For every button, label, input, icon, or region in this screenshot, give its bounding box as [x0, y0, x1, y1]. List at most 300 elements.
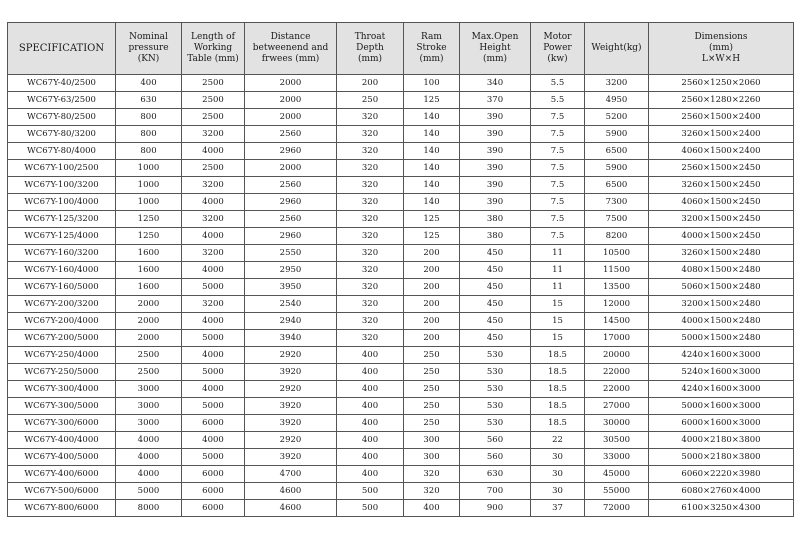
cell-working-table-length: 3200 [182, 296, 245, 313]
cell-working-table-length: 5000 [182, 398, 245, 415]
cell-dimensions: 3200×1500×2450 [649, 211, 794, 228]
cell-nominal-pressure: 1250 [116, 211, 182, 228]
cell-dimensions: 2560×1250×2060 [649, 75, 794, 92]
cell-nominal-pressure: 800 [116, 126, 182, 143]
table-row [8, 126, 794, 143]
cell-weight: 22000 [585, 381, 649, 398]
cell-throat-depth: 320 [337, 109, 404, 126]
header-line: Height [479, 43, 511, 53]
cell-weight: 12000 [585, 296, 649, 313]
table-row [8, 500, 794, 517]
cell-ram-stroke: 200 [404, 330, 460, 347]
cell-working-table-length: 4000 [182, 194, 245, 211]
cell-motor-power: 11 [531, 279, 585, 296]
table-row [8, 415, 794, 432]
cell-distance: 2960 [245, 228, 337, 245]
cell-distance: 2540 [245, 296, 337, 313]
cell-max-open-height: 450 [460, 245, 531, 262]
cell-motor-power: 18.5 [531, 347, 585, 364]
cell-max-open-height: 450 [460, 262, 531, 279]
cell-specification: WC67Y-100/2500 [8, 160, 116, 177]
cell-ram-stroke: 200 [404, 262, 460, 279]
cell-weight: 11500 [585, 262, 649, 279]
cell-ram-stroke: 125 [404, 228, 460, 245]
header-line: (kw) [547, 54, 568, 64]
header-line: Dimensions [694, 32, 748, 42]
cell-weight: 30500 [585, 432, 649, 449]
cell-dimensions: 3260×1500×2480 [649, 245, 794, 262]
table-row [8, 347, 794, 364]
cell-throat-depth: 400 [337, 398, 404, 415]
cell-nominal-pressure: 2000 [116, 330, 182, 347]
cell-ram-stroke: 320 [404, 483, 460, 500]
cell-dimensions: 2560×1280×2260 [649, 92, 794, 109]
cell-distance: 3920 [245, 449, 337, 466]
cell-throat-depth: 320 [337, 228, 404, 245]
cell-distance: 3920 [245, 415, 337, 432]
cell-specification: WC67Y-80/2500 [8, 109, 116, 126]
cell-max-open-height: 380 [460, 228, 531, 245]
table-row [8, 483, 794, 500]
cell-distance: 2950 [245, 262, 337, 279]
cell-specification: WC67Y-80/4000 [8, 143, 116, 160]
cell-weight: 55000 [585, 483, 649, 500]
header-line: Distance [270, 32, 311, 42]
cell-motor-power: 30 [531, 449, 585, 466]
cell-motor-power: 18.5 [531, 364, 585, 381]
cell-ram-stroke: 140 [404, 177, 460, 194]
cell-distance: 2560 [245, 126, 337, 143]
cell-nominal-pressure: 2500 [116, 364, 182, 381]
cell-dimensions: 5240×1600×3000 [649, 364, 794, 381]
cell-distance: 2920 [245, 381, 337, 398]
cell-nominal-pressure: 1250 [116, 228, 182, 245]
cell-working-table-length: 5000 [182, 364, 245, 381]
cell-distance: 2550 [245, 245, 337, 262]
cell-max-open-height: 900 [460, 500, 531, 517]
cell-weight: 8200 [585, 228, 649, 245]
cell-dimensions: 4240×1600×3000 [649, 381, 794, 398]
cell-nominal-pressure: 400 [116, 75, 182, 92]
cell-nominal-pressure: 800 [116, 143, 182, 160]
header-line: (mm) [419, 54, 444, 64]
cell-throat-depth: 320 [337, 143, 404, 160]
cell-ram-stroke: 140 [404, 194, 460, 211]
cell-nominal-pressure: 3000 [116, 381, 182, 398]
table-row [8, 177, 794, 194]
cell-max-open-height: 340 [460, 75, 531, 92]
cell-working-table-length: 3200 [182, 126, 245, 143]
cell-motor-power: 11 [531, 262, 585, 279]
cell-distance: 2000 [245, 160, 337, 177]
cell-specification: WC67Y-250/5000 [8, 364, 116, 381]
cell-dimensions: 6000×1600×3000 [649, 415, 794, 432]
table-row [8, 313, 794, 330]
cell-throat-depth: 320 [337, 211, 404, 228]
cell-max-open-height: 530 [460, 381, 531, 398]
cell-specification: WC67Y-125/4000 [8, 228, 116, 245]
cell-motor-power: 15 [531, 296, 585, 313]
cell-working-table-length: 4000 [182, 262, 245, 279]
table-row [8, 449, 794, 466]
header-max-open-height [460, 23, 531, 75]
cell-working-table-length: 5000 [182, 279, 245, 296]
cell-specification: WC67Y-800/6000 [8, 500, 116, 517]
cell-ram-stroke: 320 [404, 466, 460, 483]
table-row [8, 75, 794, 92]
cell-motor-power: 30 [531, 483, 585, 500]
cell-max-open-height: 390 [460, 126, 531, 143]
cell-motor-power: 7.5 [531, 109, 585, 126]
cell-throat-depth: 320 [337, 245, 404, 262]
cell-working-table-length: 5000 [182, 449, 245, 466]
cell-weight: 6500 [585, 177, 649, 194]
cell-working-table-length: 6000 [182, 415, 245, 432]
cell-specification: WC67Y-40/2500 [8, 75, 116, 92]
cell-dimensions: 5000×2180×3800 [649, 449, 794, 466]
cell-dimensions: 5000×1600×3000 [649, 398, 794, 415]
cell-dimensions: 4060×1500×2400 [649, 143, 794, 160]
cell-dimensions: 6100×3250×4300 [649, 500, 794, 517]
header-line: Length of [191, 32, 235, 42]
cell-working-table-length: 5000 [182, 330, 245, 347]
cell-working-table-length: 6000 [182, 483, 245, 500]
cell-working-table-length: 6000 [182, 500, 245, 517]
table-row [8, 245, 794, 262]
cell-dimensions: 5060×1500×2480 [649, 279, 794, 296]
cell-motor-power: 7.5 [531, 228, 585, 245]
cell-nominal-pressure: 1000 [116, 194, 182, 211]
table-row [8, 160, 794, 177]
cell-motor-power: 15 [531, 313, 585, 330]
cell-throat-depth: 400 [337, 449, 404, 466]
cell-throat-depth: 500 [337, 483, 404, 500]
cell-throat-depth: 320 [337, 279, 404, 296]
cell-distance: 2000 [245, 109, 337, 126]
cell-weight: 4950 [585, 92, 649, 109]
table-row [8, 466, 794, 483]
cell-weight: 5900 [585, 126, 649, 143]
table-row [8, 279, 794, 296]
header-line: (mm) [357, 54, 383, 64]
cell-specification: WC67Y-160/3200 [8, 245, 116, 262]
cell-distance: 2960 [245, 194, 337, 211]
cell-ram-stroke: 250 [404, 364, 460, 381]
cell-ram-stroke: 250 [404, 381, 460, 398]
cell-specification: WC67Y-100/4000 [8, 194, 116, 211]
cell-max-open-height: 700 [460, 483, 531, 500]
cell-distance: 3920 [245, 364, 337, 381]
cell-nominal-pressure: 1600 [116, 279, 182, 296]
cell-ram-stroke: 400 [404, 500, 460, 517]
cell-ram-stroke: 140 [404, 143, 460, 160]
cell-max-open-height: 530 [460, 364, 531, 381]
cell-ram-stroke: 250 [404, 398, 460, 415]
cell-motor-power: 18.5 [531, 381, 585, 398]
cell-weight: 14500 [585, 313, 649, 330]
cell-ram-stroke: 140 [404, 160, 460, 177]
cell-throat-depth: 320 [337, 126, 404, 143]
cell-motor-power: 15 [531, 330, 585, 347]
cell-weight: 10500 [585, 245, 649, 262]
header-line: Power [543, 43, 572, 53]
cell-motor-power: 7.5 [531, 211, 585, 228]
header-line: Depth [356, 43, 384, 53]
cell-throat-depth: 320 [337, 160, 404, 177]
cell-dimensions: 6060×2220×3980 [649, 466, 794, 483]
cell-dimensions: 4240×1600×3000 [649, 347, 794, 364]
cell-weight: 22000 [585, 364, 649, 381]
cell-working-table-length: 2500 [182, 109, 245, 126]
cell-ram-stroke: 300 [404, 432, 460, 449]
cell-nominal-pressure: 3000 [116, 398, 182, 415]
cell-working-table-length: 2500 [182, 75, 245, 92]
cell-nominal-pressure: 3000 [116, 415, 182, 432]
cell-working-table-length: 2500 [182, 92, 245, 109]
cell-working-table-length: 6000 [182, 466, 245, 483]
cell-ram-stroke: 250 [404, 415, 460, 432]
table-row [8, 109, 794, 126]
cell-dimensions: 2560×1500×2450 [649, 160, 794, 177]
cell-specification: WC67Y-160/4000 [8, 262, 116, 279]
cell-working-table-length: 3200 [182, 211, 245, 228]
cell-nominal-pressure: 1600 [116, 245, 182, 262]
cell-distance: 2000 [245, 92, 337, 109]
cell-working-table-length: 4000 [182, 313, 245, 330]
cell-working-table-length: 4000 [182, 347, 245, 364]
cell-working-table-length: 4000 [182, 143, 245, 160]
cell-motor-power: 5.5 [531, 75, 585, 92]
cell-specification: WC67Y-300/4000 [8, 381, 116, 398]
cell-ram-stroke: 200 [404, 296, 460, 313]
cell-specification: WC67Y-200/5000 [8, 330, 116, 347]
cell-distance: 4600 [245, 483, 337, 500]
cell-nominal-pressure: 2000 [116, 296, 182, 313]
cell-dimensions: 2560×1500×2400 [649, 109, 794, 126]
cell-weight: 27000 [585, 398, 649, 415]
header-weight [585, 23, 649, 75]
cell-ram-stroke: 200 [404, 313, 460, 330]
cell-ram-stroke: 200 [404, 245, 460, 262]
header-line: frwees (mm) [261, 54, 320, 64]
header-line: betweenend and [252, 43, 329, 53]
cell-ram-stroke: 125 [404, 211, 460, 228]
cell-distance: 3940 [245, 330, 337, 347]
specification-table [7, 22, 794, 517]
header-nominal-pressure [116, 23, 182, 75]
cell-distance: 4700 [245, 466, 337, 483]
cell-specification: WC67Y-500/6000 [8, 483, 116, 500]
cell-dimensions: 6080×2760×4000 [649, 483, 794, 500]
cell-specification: WC67Y-250/4000 [8, 347, 116, 364]
cell-ram-stroke: 200 [404, 279, 460, 296]
header-line: Nominal [129, 32, 168, 42]
cell-distance: 4600 [245, 500, 337, 517]
cell-max-open-height: 390 [460, 194, 531, 211]
table-row [8, 228, 794, 245]
cell-weight: 3200 [585, 75, 649, 92]
header-ram-stroke [404, 23, 460, 75]
cell-ram-stroke: 125 [404, 92, 460, 109]
cell-ram-stroke: 100 [404, 75, 460, 92]
cell-distance: 2560 [245, 211, 337, 228]
table-row [8, 262, 794, 279]
cell-ram-stroke: 300 [404, 449, 460, 466]
cell-throat-depth: 250 [337, 92, 404, 109]
header-line: pressure [128, 43, 169, 53]
cell-specification: WC67Y-400/6000 [8, 466, 116, 483]
cell-motor-power: 18.5 [531, 398, 585, 415]
cell-nominal-pressure: 4000 [116, 466, 182, 483]
cell-weight: 7300 [585, 194, 649, 211]
cell-max-open-height: 390 [460, 143, 531, 160]
cell-weight: 6500 [585, 143, 649, 160]
cell-throat-depth: 400 [337, 347, 404, 364]
cell-working-table-length: 4000 [182, 228, 245, 245]
cell-nominal-pressure: 8000 [116, 500, 182, 517]
cell-dimensions: 4000×2180×3800 [649, 432, 794, 449]
cell-weight: 5900 [585, 160, 649, 177]
cell-weight: 7500 [585, 211, 649, 228]
cell-max-open-height: 450 [460, 296, 531, 313]
cell-max-open-height: 370 [460, 92, 531, 109]
cell-distance: 2920 [245, 347, 337, 364]
cell-distance: 2000 [245, 75, 337, 92]
header-line: (mm) [708, 43, 734, 53]
cell-max-open-height: 450 [460, 330, 531, 347]
cell-dimensions: 5000×1500×2480 [649, 330, 794, 347]
cell-throat-depth: 400 [337, 432, 404, 449]
cell-throat-depth: 320 [337, 262, 404, 279]
cell-throat-depth: 320 [337, 296, 404, 313]
header-line: (mm) [482, 54, 508, 64]
cell-motor-power: 11 [531, 245, 585, 262]
cell-specification: WC67Y-100/3200 [8, 177, 116, 194]
cell-weight: 30000 [585, 415, 649, 432]
cell-nominal-pressure: 1000 [116, 160, 182, 177]
cell-dimensions: 3260×1500×2450 [649, 177, 794, 194]
cell-nominal-pressure: 2000 [116, 313, 182, 330]
cell-weight: 72000 [585, 500, 649, 517]
cell-distance: 2920 [245, 432, 337, 449]
header-dimensions [649, 23, 794, 75]
cell-dimensions: 4000×1500×2450 [649, 228, 794, 245]
cell-dimensions: 4080×1500×2480 [649, 262, 794, 279]
cell-dimensions: 3260×1500×2400 [649, 126, 794, 143]
cell-nominal-pressure: 630 [116, 92, 182, 109]
cell-nominal-pressure: 800 [116, 109, 182, 126]
header-throat-depth [337, 23, 404, 75]
cell-nominal-pressure: 4000 [116, 449, 182, 466]
cell-max-open-height: 530 [460, 398, 531, 415]
cell-max-open-height: 390 [460, 109, 531, 126]
cell-weight: 20000 [585, 347, 649, 364]
cell-motor-power: 22 [531, 432, 585, 449]
cell-weight: 5200 [585, 109, 649, 126]
table-row [8, 143, 794, 160]
cell-nominal-pressure: 4000 [116, 432, 182, 449]
cell-ram-stroke: 250 [404, 347, 460, 364]
header-motor-power [531, 23, 585, 75]
cell-motor-power: 7.5 [531, 126, 585, 143]
cell-throat-depth: 400 [337, 466, 404, 483]
cell-distance: 3920 [245, 398, 337, 415]
table-row [8, 432, 794, 449]
cell-weight: 13500 [585, 279, 649, 296]
cell-throat-depth: 320 [337, 313, 404, 330]
cell-max-open-height: 560 [460, 432, 531, 449]
cell-max-open-height: 390 [460, 160, 531, 177]
cell-dimensions: 3200×1500×2480 [649, 296, 794, 313]
table-row [8, 211, 794, 228]
table-body [8, 75, 794, 517]
header-specification [8, 23, 116, 75]
cell-motor-power: 7.5 [531, 143, 585, 160]
cell-throat-depth: 320 [337, 177, 404, 194]
cell-distance: 2560 [245, 177, 337, 194]
header-line: Ram [421, 32, 442, 42]
cell-specification: WC67Y-200/3200 [8, 296, 116, 313]
header-line: Stroke [416, 43, 447, 53]
cell-max-open-height: 390 [460, 177, 531, 194]
cell-max-open-height: 450 [460, 313, 531, 330]
cell-distance: 2960 [245, 143, 337, 160]
cell-throat-depth: 400 [337, 415, 404, 432]
cell-specification: WC67Y-160/5000 [8, 279, 116, 296]
cell-throat-depth: 320 [337, 330, 404, 347]
cell-throat-depth: 200 [337, 75, 404, 92]
table-row [8, 381, 794, 398]
header-row [8, 23, 794, 75]
cell-specification: WC67Y-80/3200 [8, 126, 116, 143]
cell-ram-stroke: 140 [404, 126, 460, 143]
cell-working-table-length: 4000 [182, 432, 245, 449]
header-line: SPECIFICATION [18, 43, 105, 54]
cell-max-open-height: 380 [460, 211, 531, 228]
cell-working-table-length: 2500 [182, 160, 245, 177]
cell-working-table-length: 3200 [182, 245, 245, 262]
cell-nominal-pressure: 1600 [116, 262, 182, 279]
cell-max-open-height: 530 [460, 347, 531, 364]
cell-motor-power: 37 [531, 500, 585, 517]
cell-motor-power: 7.5 [531, 160, 585, 177]
cell-throat-depth: 400 [337, 364, 404, 381]
cell-throat-depth: 400 [337, 381, 404, 398]
header-line: Working [193, 43, 233, 53]
cell-nominal-pressure: 2500 [116, 347, 182, 364]
cell-specification: WC67Y-300/5000 [8, 398, 116, 415]
header-working-table-length [182, 23, 245, 75]
header-line: Table (mm) [187, 54, 239, 64]
cell-distance: 2940 [245, 313, 337, 330]
cell-working-table-length: 4000 [182, 381, 245, 398]
header-line: L×W×H [701, 54, 741, 64]
cell-weight: 33000 [585, 449, 649, 466]
table-row [8, 296, 794, 313]
cell-specification: WC67Y-125/3200 [8, 211, 116, 228]
cell-max-open-height: 450 [460, 279, 531, 296]
cell-motor-power: 5.5 [531, 92, 585, 109]
cell-motor-power: 7.5 [531, 194, 585, 211]
cell-weight: 45000 [585, 466, 649, 483]
cell-distance: 3950 [245, 279, 337, 296]
cell-weight: 17000 [585, 330, 649, 347]
cell-throat-depth: 320 [337, 194, 404, 211]
cell-specification: WC67Y-200/4000 [8, 313, 116, 330]
header-line: Throat [354, 32, 386, 42]
cell-throat-depth: 500 [337, 500, 404, 517]
header-distance [245, 23, 337, 75]
